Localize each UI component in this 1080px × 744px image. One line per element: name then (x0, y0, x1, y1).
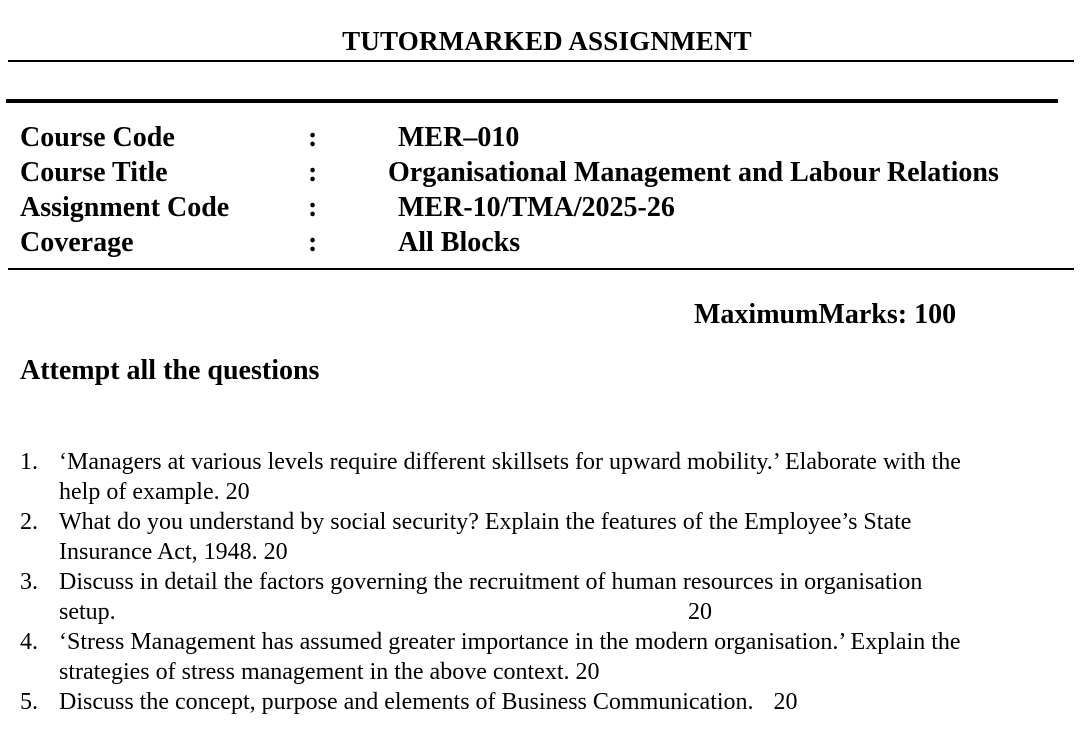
question-text-line: What do you understand by social security? Explain the features of the Employee’s State (59, 509, 912, 535)
coverage-label: Coverage (20, 227, 134, 258)
course-title-value: Organisational Management and Labour Relations (388, 157, 999, 188)
question-text-line: help of example. (59, 479, 220, 505)
question-marks: 20 (688, 599, 712, 625)
course-code-row (0, 122, 1080, 157)
course-title-label: Course Title (20, 157, 168, 188)
coverage-value: All Blocks (398, 227, 521, 258)
question-item (0, 567, 1080, 627)
coverage-row (0, 227, 1080, 262)
question-marks: 20 (575, 659, 600, 685)
course-title-colon: : (308, 157, 318, 188)
maximum-marks: MaximumMarks: 100 (694, 299, 957, 330)
coverage-colon: : (308, 227, 318, 258)
question-item (0, 687, 1080, 717)
assignment-code-value: MER-10/TMA/2025-26 (398, 192, 675, 223)
assignment-code-colon: : (308, 192, 318, 223)
question-marks: 20 (263, 539, 288, 565)
question-number: 4. (20, 629, 38, 655)
question-text-line: Discuss the concept, purpose and elements of Business Communication. (59, 689, 754, 715)
assignment-code-row (0, 192, 1080, 227)
top-divider (8, 60, 1074, 62)
question-list (0, 447, 1080, 717)
question-marks: 20 (225, 479, 250, 505)
info-bottom-divider (8, 268, 1074, 270)
question-text-line: Insurance Act, 1948. (59, 539, 258, 565)
question-text-line: Discuss in detail the factors governing the recruitment of human resources in organisation (59, 569, 923, 595)
question-text-line: strategies of stress management in the above context. (59, 659, 570, 685)
course-code-label: Course Code (20, 122, 175, 153)
question-item (0, 447, 1080, 507)
question-number: 1. (20, 449, 38, 475)
course-code-colon: : (308, 122, 318, 153)
document-title: TUTORMARKED ASSIGNMENT (342, 26, 752, 56)
course-code-value: MER–010 (398, 122, 520, 153)
question-item (0, 507, 1080, 567)
question-number: 5. (20, 689, 38, 715)
question-number: 3. (20, 569, 38, 595)
instruction-heading: Attempt all the questions (20, 355, 320, 386)
course-title-row (0, 157, 1080, 192)
question-text-line: ‘Stress Management has assumed greater importance in the modern organisation.’ Explain the (59, 629, 961, 655)
assignment-code-label: Assignment Code (20, 192, 230, 223)
question-marks: 20 (773, 689, 798, 715)
question-text-line: ‘Managers at various levels require different skillsets for upward mobility.’ Elaborate with the (59, 449, 961, 475)
question-number: 2. (20, 509, 38, 535)
question-item (0, 627, 1080, 687)
question-text-line: setup. (59, 599, 116, 625)
thick-divider (6, 99, 1058, 103)
